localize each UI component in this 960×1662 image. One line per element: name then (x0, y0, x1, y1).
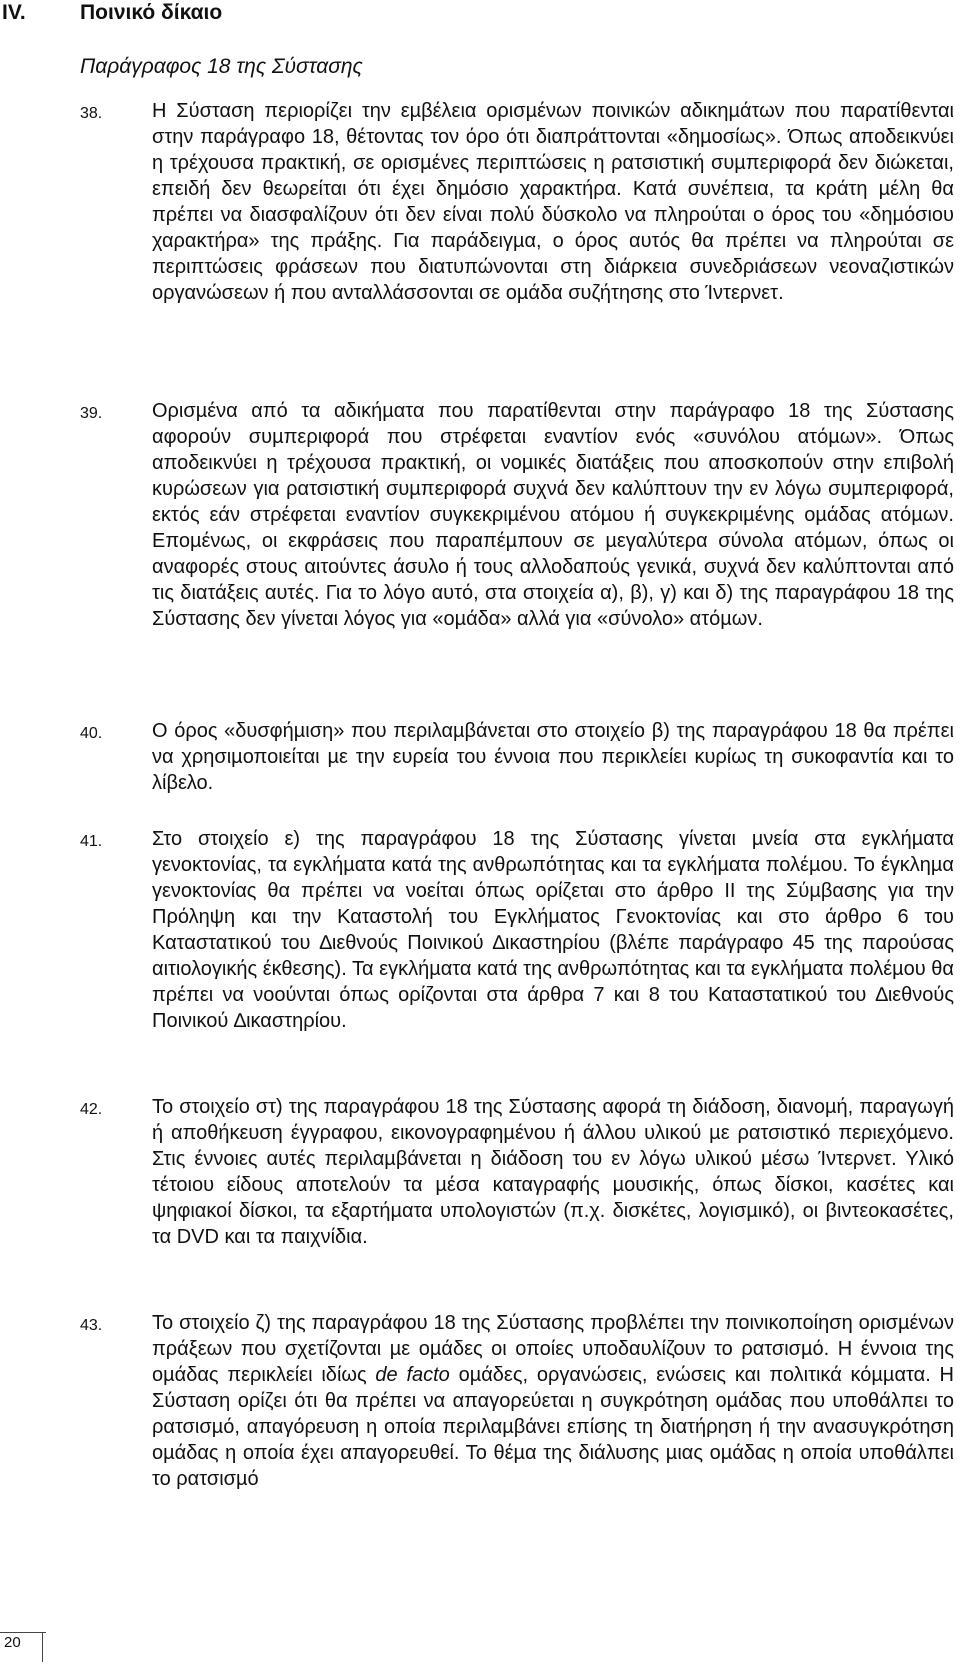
paragraph-text: Η Σύσταση περιορίζει την εµβέλεια ορισµένων ποινικών αδικηµάτων που παρατίθενται στην παράγραφο 18, θέτοντας τον όρο ότι διαπράττονται «δηµοσίως». Όπως αποδεικνύει η τρέχουσα πρακτική, σε ορισµένες περιπτώσεις η ρατσιστική συµπεριφορά δεν διώκεται, επειδή δεν θεωρείται ότι έχει δηµόσιο χαρακτήρα. Κατά συνέπεια, τα κράτη µέλη θα πρέπει να διασφαλίζουν ότι δεν είναι πολύ δύσκολο να πληρούται ο όρος του «δηµόσιου χαρακτήρα» της πράξης. Για παράδειγµα, ο όρος αυτός θα πρέπει να πληρούται σε περιπτώσεις φράσεων που διατυπώνονται στη διάρκεια συνεδριάσεων νεοναζιστικών οργανώσεων ή που ανταλλάσσονται σε οµάδα συζήτησης στο Ίντερνετ. (152, 100, 954, 304)
paragraph-number: 42. (80, 1101, 103, 1118)
paragraph-text: Το στοιχείο στ) της παραγράφου 18 της Σύστασης αφορά τη διάδοση, διανοµή, παραγωγή ή αποθήκευση έγγραφου, εικονογραφηµένου ή άλλου υλικού µε ρατσιστικό περιεχόµενο. Στις έννοιες αυτές περιλαµβάνεται η διάδοση του εν λόγω υλικού µέσω Ίντερνετ. Υλικό τέτοιου είδους αποτελούν τα µέσα καταγραφής µουσικής, όπως δίσκοι, κασέτες και ψηφιακοί δίσκοι, τα εξαρτήµατα υπολογιστών (π.χ. δισκέτες, λογισµικό), οι βιντεοκασέτες, τα DVD και τα παιχνίδια. (152, 1096, 954, 1248)
paragraph-text: Στο στοιχείο ε) της παραγράφου 18 της Σύστασης γίνεται µνεία στα εγκλήµατα γενοκτονίας, τα εγκλήµατα κατά της ανθρωπότητας και τα εγκλήµατα πολέµου. Το έγκληµα γενοκτονίας θα πρέπει να νοείται όπως ορίζεται στο άρθρο ΙΙ της Σύµβασης για την Πρόληψη και την Καταστολή του Εγκλήµατος Γενοκτονίας και στο άρθρο 6 του Καταστατικού του ∆ιεθνούς Ποινικού ∆ικαστηρίου (βλέπε παράγραφο 45 της παρούσας αιτιολογικής έκθεσης). Τα εγκλήµατα κατά της ανθρωπότητας και τα εγκλήµατα πολέµου θα πρέπει να νοούνται όπως ορίζονται στα άρθρα 7 και 8 του Καταστατικού του ∆ιεθνούς Ποινικού ∆ικαστηρίου. (152, 828, 954, 1032)
paragraph-number: 38. (80, 105, 103, 122)
paragraph-number: 39. (80, 405, 103, 422)
paragraph-text: Ο όρος «δυσφήµιση» που περιλαµβάνεται στο στοιχείο β) της παραγράφου 18 θα πρέπει να χρησιµοποιείται µε την ευρεία του έννοια που περικλείει κυρίως τη συκοφαντία και το λίβελο. (152, 720, 954, 794)
paragraph-text-part: Το στοιχείο ζ) της παραγράφου 18 της Σύστασης προβλέπει την ποινικοποίηση ορισµένων πράξεων που σχετίζονται µε οµάδες οι οποίες υποδαυλίζουν το ρατσισµό. Η έννοια της οµάδας περικλείει ιδίως (152, 1312, 954, 1386)
section-title: Ποινικό δίκαιο (80, 1, 223, 24)
paragraph-text: Ορισµένα από τα αδικήµατα που παρατίθενται στην παράγραφο 18 της Σύστασης αφορούν συµπεριφορά που στρέφεται εναντίον ενός «συνόλου ατόµων». Όπως αποδεικνύει η τρέχουσα πρακτική, οι νοµικές διατάξεις που αποσκοπούν στην επιβολή κυρώσεων για ρατσιστική συµπεριφορά συχνά δεν καλύπτουν την εν λόγω συµπεριφορά, εκτός εάν στρέφεται εναντίον συγκεκριµένου ατόµου ή συγκεκριµένης οµάδας ατόµων. Εποµένως, οι εκφράσεις που παραπέµπουν σε µεγαλύτερα σύνολα ατόµων, όπως οι αναφορές στους αιτούντες άσυλο ή τους αλλοδαπούς γενικά, συχνά δεν καλύπτονται από τις διατάξεις αυτές. Για το λόγο αυτό, στα στοιχεία α), β), γ) και δ) της παραγράφου 18 της Σύστασης δεν γίνεται λόγος για «οµάδα» αλλά για «σύνολο» ατόµων. (152, 400, 954, 630)
section-number: IV. (2, 1, 26, 24)
paragraph-number: 43. (80, 1317, 103, 1334)
paragraph-number: 40. (80, 725, 103, 742)
footer-divider (42, 1632, 43, 1662)
paragraph-number: 41. (80, 833, 103, 850)
italic-term: de facto (375, 1364, 450, 1386)
subheading: Παράγραφος 18 της Σύστασης (80, 55, 363, 78)
section-header (0, 0, 960, 30)
paragraph-text (152, 1310, 954, 1492)
paragraph-text-part: οµάδες, οργανώσεις, ενώσεις και πολιτικά κόµµατα. Η Σύσταση ορίζει ότι θα πρέπει να απαγορεύεται η συγκρότηση οµάδας που υποθάλπει το ρατσισµό, απαγόρευση η οποία περιλαµβάνει επίσης τη διατήρηση ή την ανασυγκρότηση οµάδας η οποία έχει απαγορευθεί. Το θέµα της διάλυσης µιας οµάδας η οποία υποθάλπει το ρατσισµό (152, 1364, 954, 1490)
page-number: 20 (0, 1632, 46, 1653)
